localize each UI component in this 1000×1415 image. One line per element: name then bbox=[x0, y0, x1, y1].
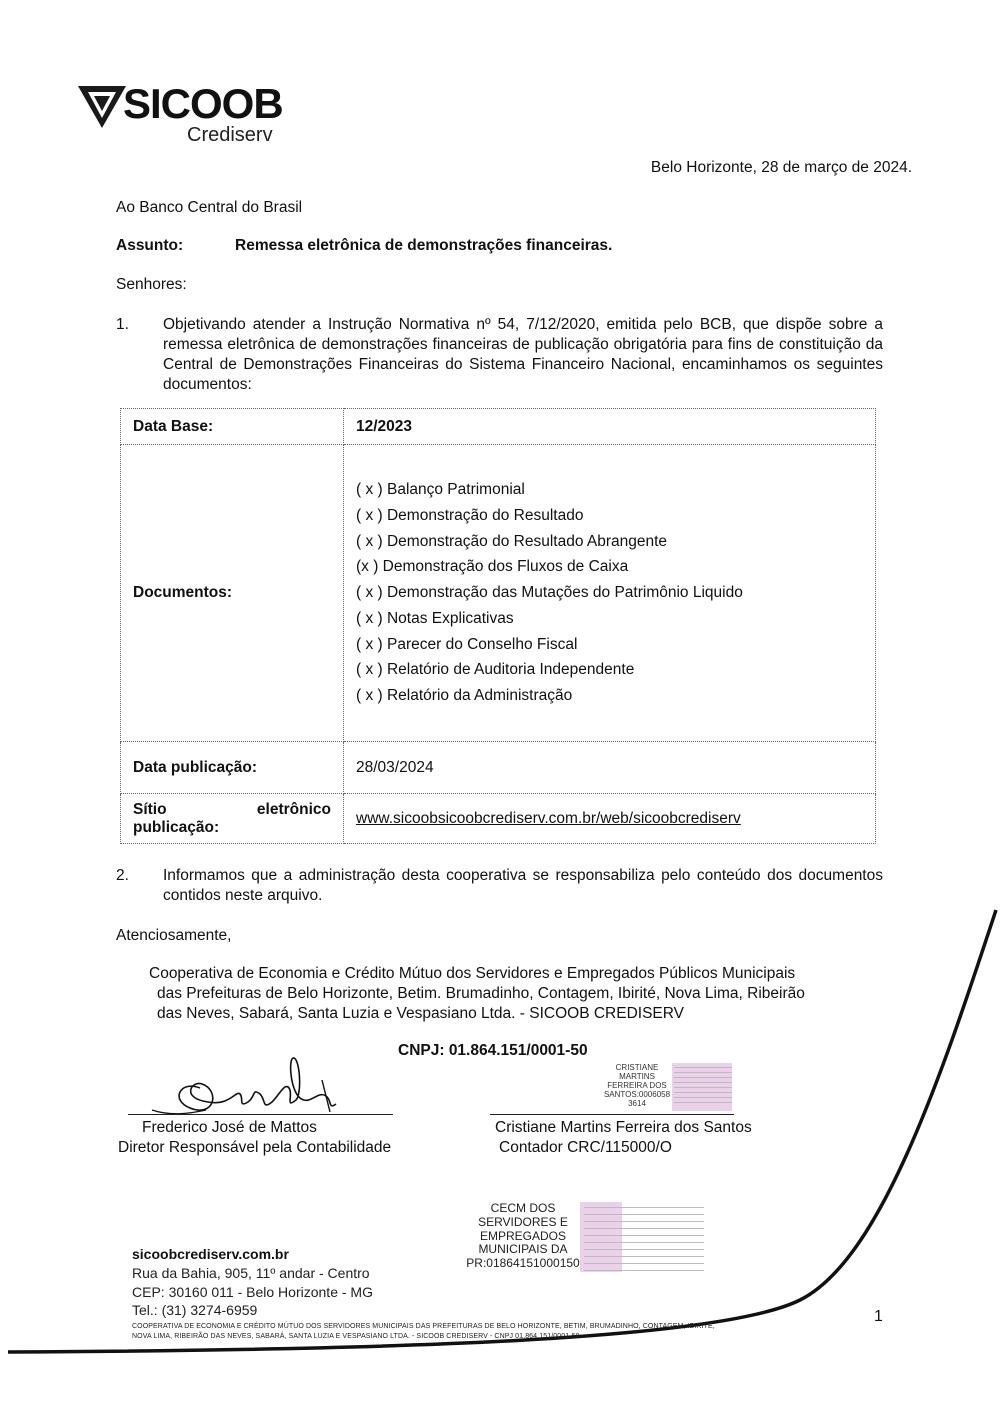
footer-legal: NOVA LIMA, RIBEIRÃO DAS NEVES, SABARÁ, SANTA LUZIA E VESPASIANO LTDA. - SICOOB CREDISERV - CNPJ 01.864.151/0001-50 bbox=[132, 1333, 580, 1340]
footer-address: Rua da Bahia, 905, 11º andar - Centro bbox=[132, 1265, 370, 1281]
page-number: 1 bbox=[874, 1308, 883, 1325]
place-date: Belo Horizonte, 28 de março de 2024. bbox=[650, 159, 912, 176]
document-item: ( x ) Notas Explicativas bbox=[356, 609, 514, 627]
signer-left-role: Diretor Responsável pela Contabilidade bbox=[118, 1139, 392, 1156]
documents-label: Documentos: bbox=[121, 445, 344, 742]
cnpj: CNPJ: 01.864.151/0001-50 bbox=[398, 1042, 588, 1059]
document-item: ( x ) Demonstração do Resultado bbox=[356, 506, 584, 524]
document-item: ( x ) Relatório da Administração bbox=[356, 687, 573, 705]
recipient: Ao Banco Central do Brasil bbox=[116, 199, 303, 216]
sitio-label-word: eletrônico bbox=[256, 800, 331, 818]
row-data-publicacao bbox=[121, 742, 876, 794]
greeting: Senhores: bbox=[116, 276, 187, 293]
stamp-line: SANTOS:0006058 bbox=[603, 1090, 671, 1099]
item1-paragraph: Objetivando atender a Instrução Normativa nº 54, 7/12/2020, emitida pelo BCB, que dispõe sobre a remessa eletrônica de demonstrações financeiras de publicação obrigatória para fins de constituição da Central de Demonstrações Financeiras do Sistema Financeiro Nacional, encaminhamos os seguintes documentos: bbox=[163, 316, 883, 393]
documents-list bbox=[344, 445, 876, 742]
stamp-line: PR:01864151000150 bbox=[466, 1256, 580, 1271]
subject-label: Assunto: bbox=[116, 237, 184, 254]
cooperative-line: das Neves, Sabará, Santa Luzia e Vespasiano Ltda. - SICOOB CREDISERV bbox=[157, 1005, 684, 1022]
item2-number: 2. bbox=[116, 867, 129, 884]
stamp-line: CRISTIANE bbox=[615, 1063, 659, 1072]
closing: Atenciosamente, bbox=[116, 927, 232, 944]
document-item: ( x ) Demonstração das Mutações do Patrimônio Liquido bbox=[356, 584, 743, 602]
sitio-label-word: Sítio bbox=[133, 800, 167, 818]
document-item: ( x ) Relatório de Auditoria Independente bbox=[356, 661, 635, 679]
row-documents bbox=[121, 445, 876, 742]
footer-address: CEP: 30160 011 - Belo Horizonte - MG bbox=[132, 1284, 373, 1300]
sitio-value-cell bbox=[344, 794, 876, 844]
logo-brand: SICOOB bbox=[123, 80, 283, 127]
stamp-line: MUNICIPAIS DA bbox=[478, 1242, 568, 1257]
document-item: (x ) Demonstração dos Fluxos de Caixa bbox=[356, 558, 629, 576]
sitio-label bbox=[121, 794, 344, 844]
document-item: ( x ) Parecer do Conselho Fiscal bbox=[356, 635, 578, 653]
signer-left-name: Frederico José de Mattos bbox=[142, 1119, 317, 1136]
cooperative-line: Cooperativa de Economia e Crédito Mútuo dos Servidores e Empregados Públicos Municipais bbox=[149, 965, 796, 982]
data-publicacao-value: 28/03/2024 bbox=[344, 742, 876, 794]
row-data-base bbox=[121, 409, 876, 445]
stamp-line: CECM DOS bbox=[490, 1201, 556, 1215]
stamp-line: MARTINS bbox=[619, 1072, 655, 1081]
row-sitio bbox=[121, 794, 876, 844]
stamp-line: FERREIRA DOS bbox=[607, 1081, 667, 1090]
subject-text: Remessa eletrônica de demonstrações financeiras. bbox=[235, 237, 613, 254]
footer-site[interactable]: sicoobcrediserv.com.br bbox=[132, 1246, 289, 1262]
sicoob-logo-icon bbox=[78, 84, 126, 130]
item2-paragraph: Informamos que a administração desta cooperativa se responsabiliza pelo conteúdo dos documentos contidos neste arquivo. bbox=[163, 867, 883, 904]
documents-table bbox=[120, 408, 876, 844]
data-base-value: 12/2023 bbox=[344, 409, 876, 445]
sitio-label-word: publicação: bbox=[133, 818, 220, 836]
footer-phone: Tel.: (31) 3274-6959 bbox=[132, 1302, 258, 1318]
stamp-line: SERVIDORES E bbox=[478, 1214, 568, 1229]
sitio-link[interactable]: www.sicoobsicoobcrediserv.com.br/web/sicoobcrediserv bbox=[356, 809, 741, 827]
stamp-line: 3614 bbox=[628, 1099, 646, 1108]
logo-subbrand: Crediserv bbox=[187, 124, 273, 146]
document-item: ( x ) Balanço Patrimonial bbox=[356, 480, 525, 498]
cooperative-line: das Prefeituras de Belo Horizonte, Betim. Brumadinho, Contagem, Ibirité, Nova Lima, Ribeirão bbox=[157, 985, 805, 1002]
data-publicacao-label: Data publicação: bbox=[121, 742, 344, 794]
item1-number: 1. bbox=[116, 316, 129, 333]
document-item: ( x ) Demonstração do Resultado Abrangente bbox=[356, 532, 668, 550]
stamp-line: EMPREGADOS bbox=[479, 1228, 566, 1243]
footer-legal: COOPERATIVA DE ECONOMIA E CRÉDITO MÚTUO DOS SERVIDORES MUNICIPAIS DAS PREFEITURAS DE BELO HORIZONTE, BETIM, BRUMADINHO, CONTAGEM, IBIRITÉ, bbox=[132, 1323, 715, 1330]
signer-right-role: Contador CRC/115000/O bbox=[499, 1139, 672, 1156]
signer-right-name: Cristiane Martins Ferreira dos Santos bbox=[495, 1119, 752, 1136]
data-base-label: Data Base: bbox=[121, 409, 344, 445]
